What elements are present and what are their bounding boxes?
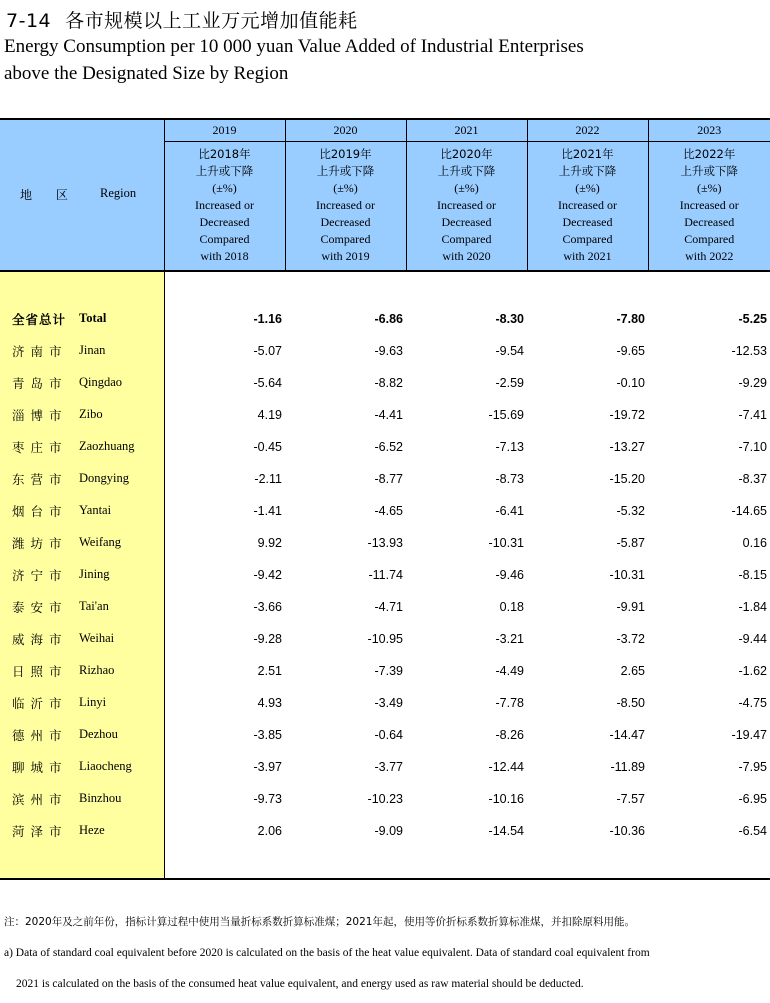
desc-en3: Compared <box>441 232 492 246</box>
column-description <box>164 142 285 272</box>
region-name-zh: 临沂市 <box>12 696 68 711</box>
region-cell <box>0 559 164 591</box>
value-cell: -1.84 <box>738 600 767 614</box>
desc-zh2: 上升或下降 <box>437 164 496 178</box>
note-en-line2: 2021 is calculated on the basis of the consumed heat value equivalent, and energy used as raw material should be deducted. <box>16 978 584 990</box>
spacer-row <box>0 847 770 879</box>
region-name-zh: 青岛市 <box>12 376 68 391</box>
value-cell: -15.20 <box>609 472 645 486</box>
value-cell: 4.93 <box>257 696 282 710</box>
value-cell: 0.18 <box>499 600 524 614</box>
year-header: 2021 <box>406 119 527 142</box>
value-cell: -8.82 <box>374 376 403 390</box>
table-row <box>0 719 770 751</box>
region-name-zh: 潍坊市 <box>12 536 68 551</box>
region-cell <box>0 655 164 687</box>
value-cell: -3.77 <box>374 760 403 774</box>
region-name-zh: 日照市 <box>12 664 68 679</box>
desc-zh1: 比2022年 <box>683 147 736 161</box>
value-cell: -8.30 <box>495 312 524 326</box>
value-cell: -9.73 <box>253 792 282 806</box>
table-row <box>0 783 770 815</box>
value-cell: -11.89 <box>610 760 645 774</box>
value-cell: -9.29 <box>738 376 767 390</box>
desc-en3: Compared <box>684 232 735 246</box>
desc-zh2: 上升或下降 <box>558 164 617 178</box>
region-name-en: Dezhou <box>79 727 118 741</box>
table-row <box>0 495 770 527</box>
desc-pct: (±%) <box>454 181 479 195</box>
desc-pct: (±%) <box>212 181 237 195</box>
region-cell <box>0 431 164 463</box>
desc-en1: Increased or <box>437 198 496 212</box>
value-cell: -8.26 <box>495 728 524 742</box>
value-cell: -12.44 <box>488 760 524 774</box>
desc-en2: Decreased <box>562 215 613 229</box>
value-cell: -3.21 <box>495 632 524 646</box>
value-cell: -7.78 <box>495 696 524 710</box>
value-cell: -7.39 <box>374 664 403 678</box>
value-cell: -4.41 <box>374 408 403 422</box>
value-cell: -10.95 <box>367 632 403 646</box>
region-name-en: Linyi <box>79 695 107 709</box>
value-cell: -8.15 <box>738 568 767 582</box>
value-cell: -7.95 <box>738 760 767 774</box>
desc-zh1: 比2018年 <box>198 147 251 161</box>
desc-en3: Compared <box>199 232 250 246</box>
value-cell: 2.06 <box>257 824 282 838</box>
value-cell: -1.41 <box>253 504 282 518</box>
table-row <box>0 591 770 623</box>
value-cell: -0.64 <box>374 728 403 742</box>
data-table <box>0 118 770 880</box>
region-name-zh: 威海市 <box>12 632 68 647</box>
region-name-zh: 济南市 <box>12 344 68 359</box>
value-cell: -4.71 <box>374 600 403 614</box>
value-cell: -3.97 <box>253 760 282 774</box>
value-cell: -9.54 <box>495 344 524 358</box>
value-cell: -9.63 <box>374 344 403 358</box>
desc-en1: Increased or <box>195 198 254 212</box>
desc-zh1: 比2019年 <box>319 147 372 161</box>
region-cell <box>0 495 164 527</box>
desc-en4: with 2019 <box>321 249 370 263</box>
region-name-en: Tai'an <box>79 599 109 613</box>
value-cell: -6.41 <box>495 504 524 518</box>
region-name-en: Heze <box>79 823 105 837</box>
value-cell: -7.13 <box>495 440 524 454</box>
value-cell: -10.36 <box>609 824 645 838</box>
region-name-en: Qingdao <box>79 375 123 389</box>
desc-en1: Increased or <box>679 198 739 212</box>
region-cell <box>0 591 164 623</box>
value-cell: 2.51 <box>257 664 282 678</box>
desc-pct: (±%) <box>696 181 722 195</box>
desc-zh2: 上升或下降 <box>680 164 738 178</box>
value-cell: -4.75 <box>738 696 767 710</box>
desc-en4: with 2020 <box>442 249 491 263</box>
header-year-row <box>0 119 770 142</box>
value-cell: -7.41 <box>738 408 767 422</box>
value-cell: 9.92 <box>257 536 282 550</box>
table-title-zh <box>6 6 358 33</box>
value-cell: -19.72 <box>609 408 645 422</box>
region-name-en: Total <box>79 311 107 325</box>
desc-pct: (±%) <box>575 181 600 195</box>
region-name-en: Zibo <box>79 407 103 421</box>
note-zh: 注：2020年及之前年份，指标计算过程中使用当量折标系数折算标准煤；2021年起，使用等价折标系数折算标准煤，并扣除原料用能。 <box>4 916 635 928</box>
region-name-zh: 烟台市 <box>12 504 68 519</box>
value-cell: -19.47 <box>731 728 767 742</box>
region-name-en: Zaozhuang <box>79 439 135 453</box>
column-description <box>406 142 527 272</box>
region-cell <box>0 527 164 559</box>
value-cell: -10.31 <box>609 568 645 582</box>
value-cell: -9.46 <box>495 568 524 582</box>
region-name-zh: 枣庄市 <box>12 440 68 455</box>
region-header-zh: 地 区 <box>20 188 78 202</box>
table-row <box>0 559 770 591</box>
table-row <box>0 815 770 847</box>
region-cell <box>0 623 164 655</box>
region-name-zh: 德州市 <box>12 728 68 743</box>
region-name-en: Jining <box>79 567 110 581</box>
region-cell <box>0 751 164 783</box>
table-row <box>0 335 770 367</box>
desc-en1: Increased or <box>316 198 375 212</box>
value-cell: -3.66 <box>253 600 282 614</box>
value-cell: -13.93 <box>367 536 403 550</box>
table-row <box>0 431 770 463</box>
region-cell <box>0 367 164 399</box>
region-header-en: Region <box>100 186 137 200</box>
region-cell <box>0 399 164 431</box>
table-number: 7-14 <box>6 10 52 32</box>
region-name-zh: 东营市 <box>12 472 68 487</box>
desc-zh1: 比2021年 <box>561 147 614 161</box>
value-cell: -5.07 <box>253 344 282 358</box>
title-zh-text: 各市规模以上工业万元增加值能耗 <box>65 10 358 32</box>
value-cell: -5.32 <box>616 504 645 518</box>
value-cell: -8.37 <box>738 472 767 486</box>
title-en-line1: Energy Consumption per 10 000 yuan Value Added of Industrial Enterprises <box>4 36 584 57</box>
value-cell: -15.69 <box>488 408 524 422</box>
value-cell: -11.74 <box>368 568 403 582</box>
desc-zh2: 上升或下降 <box>195 164 254 178</box>
region-name-en: Binzhou <box>79 791 122 805</box>
region-name-zh: 全省总计 <box>12 312 67 327</box>
value-cell: -7.80 <box>616 312 645 326</box>
value-cell: -9.44 <box>738 632 767 646</box>
value-cell: -10.16 <box>488 792 524 806</box>
value-cell: -1.62 <box>738 664 767 678</box>
region-cell <box>0 303 164 335</box>
value-cell: 0.16 <box>742 536 767 550</box>
spacer-row <box>0 271 770 303</box>
region-name-en: Dongying <box>79 471 129 485</box>
year-header: 2022 <box>527 119 648 142</box>
value-cell: -6.54 <box>738 824 767 838</box>
region-cell <box>0 687 164 719</box>
desc-pct: (±%) <box>333 181 358 195</box>
region-cell <box>0 719 164 751</box>
year-header: 2023 <box>648 119 770 142</box>
desc-en3: Compared <box>562 232 613 246</box>
region-name-en: Weifang <box>79 535 122 549</box>
year-header: 2020 <box>285 119 406 142</box>
value-cell: -14.47 <box>609 728 645 742</box>
region-name-zh: 泰安市 <box>12 600 68 615</box>
value-cell: -9.28 <box>253 632 282 646</box>
value-cell: -13.27 <box>609 440 645 454</box>
value-cell: -5.25 <box>738 312 767 326</box>
table-row <box>0 623 770 655</box>
region-name-zh: 聊城市 <box>12 760 68 775</box>
value-cell: -4.65 <box>374 504 403 518</box>
column-description <box>285 142 406 272</box>
value-cell: -7.10 <box>738 440 767 454</box>
table-row <box>0 367 770 399</box>
table-row <box>0 655 770 687</box>
value-cell: -0.45 <box>253 440 282 454</box>
region-name-zh: 菏泽市 <box>12 824 68 839</box>
value-cell: -5.87 <box>616 536 645 550</box>
region-header <box>0 119 164 271</box>
region-name-en: Yantai <box>79 503 112 517</box>
region-name-en: Weihai <box>79 631 115 645</box>
value-cell: -8.73 <box>495 472 524 486</box>
region-cell <box>0 815 164 847</box>
value-cell: -6.52 <box>374 440 403 454</box>
value-cell: -3.85 <box>253 728 282 742</box>
region-name-zh: 滨州市 <box>12 792 68 807</box>
value-cell: -6.95 <box>738 792 767 806</box>
value-cell: -9.09 <box>374 824 403 838</box>
region-cell <box>0 783 164 815</box>
value-cell: -8.77 <box>374 472 403 486</box>
value-cell: 4.19 <box>257 408 282 422</box>
region-name-zh: 济宁市 <box>12 568 68 583</box>
title-en-line2: above the Designated Size by Region <box>4 63 289 84</box>
table-row <box>0 399 770 431</box>
region-name-en: Rizhao <box>79 663 115 677</box>
value-cell: -1.16 <box>253 312 282 326</box>
value-cell: -9.42 <box>253 568 282 582</box>
value-cell: -8.50 <box>616 696 645 710</box>
desc-en2: Decreased <box>441 215 492 229</box>
region-name-en: Jinan <box>79 343 106 357</box>
column-description <box>527 142 648 272</box>
region-cell <box>0 335 164 367</box>
table-row <box>0 687 770 719</box>
value-cell: -2.11 <box>254 472 282 486</box>
value-cell: -3.72 <box>616 632 645 646</box>
desc-en4: with 2022 <box>685 249 734 263</box>
year-header: 2019 <box>164 119 285 142</box>
total-row <box>0 303 770 335</box>
value-cell: -3.49 <box>374 696 403 710</box>
value-cell: -12.53 <box>731 344 767 358</box>
value-cell: -10.31 <box>488 536 524 550</box>
value-cell: -14.65 <box>731 504 767 518</box>
desc-en3: Compared <box>320 232 371 246</box>
value-cell: 2.65 <box>620 664 645 678</box>
value-cell: -6.86 <box>374 312 403 326</box>
value-cell: -4.49 <box>495 664 524 678</box>
value-cell: -14.54 <box>488 824 524 838</box>
column-description <box>648 142 770 272</box>
table-row <box>0 527 770 559</box>
note-en-line1: a) Data of standard coal equivalent before 2020 is calculated on the basis of the heat value equivalent. Data of standard coal equivalent from <box>4 947 650 959</box>
desc-en2: Decreased <box>199 215 250 229</box>
desc-en1: Increased or <box>558 198 617 212</box>
desc-zh1: 比2020年 <box>440 147 493 161</box>
desc-en4: with 2021 <box>563 249 612 263</box>
table-row <box>0 751 770 783</box>
desc-zh2: 上升或下降 <box>316 164 375 178</box>
value-cell: -2.59 <box>495 376 524 390</box>
value-cell: -7.57 <box>616 792 645 806</box>
value-cell: -5.64 <box>253 376 282 390</box>
value-cell: -10.23 <box>367 792 403 806</box>
desc-en4: with 2018 <box>200 249 249 263</box>
region-cell <box>0 463 164 495</box>
desc-en2: Decreased <box>320 215 371 229</box>
value-cell: -9.65 <box>616 344 645 358</box>
value-cell: -0.10 <box>616 376 645 390</box>
region-name-en: Liaocheng <box>79 759 132 773</box>
desc-en2: Decreased <box>684 215 735 229</box>
region-name-zh: 淄博市 <box>12 408 68 423</box>
table-row <box>0 463 770 495</box>
value-cell: -9.91 <box>616 600 645 614</box>
